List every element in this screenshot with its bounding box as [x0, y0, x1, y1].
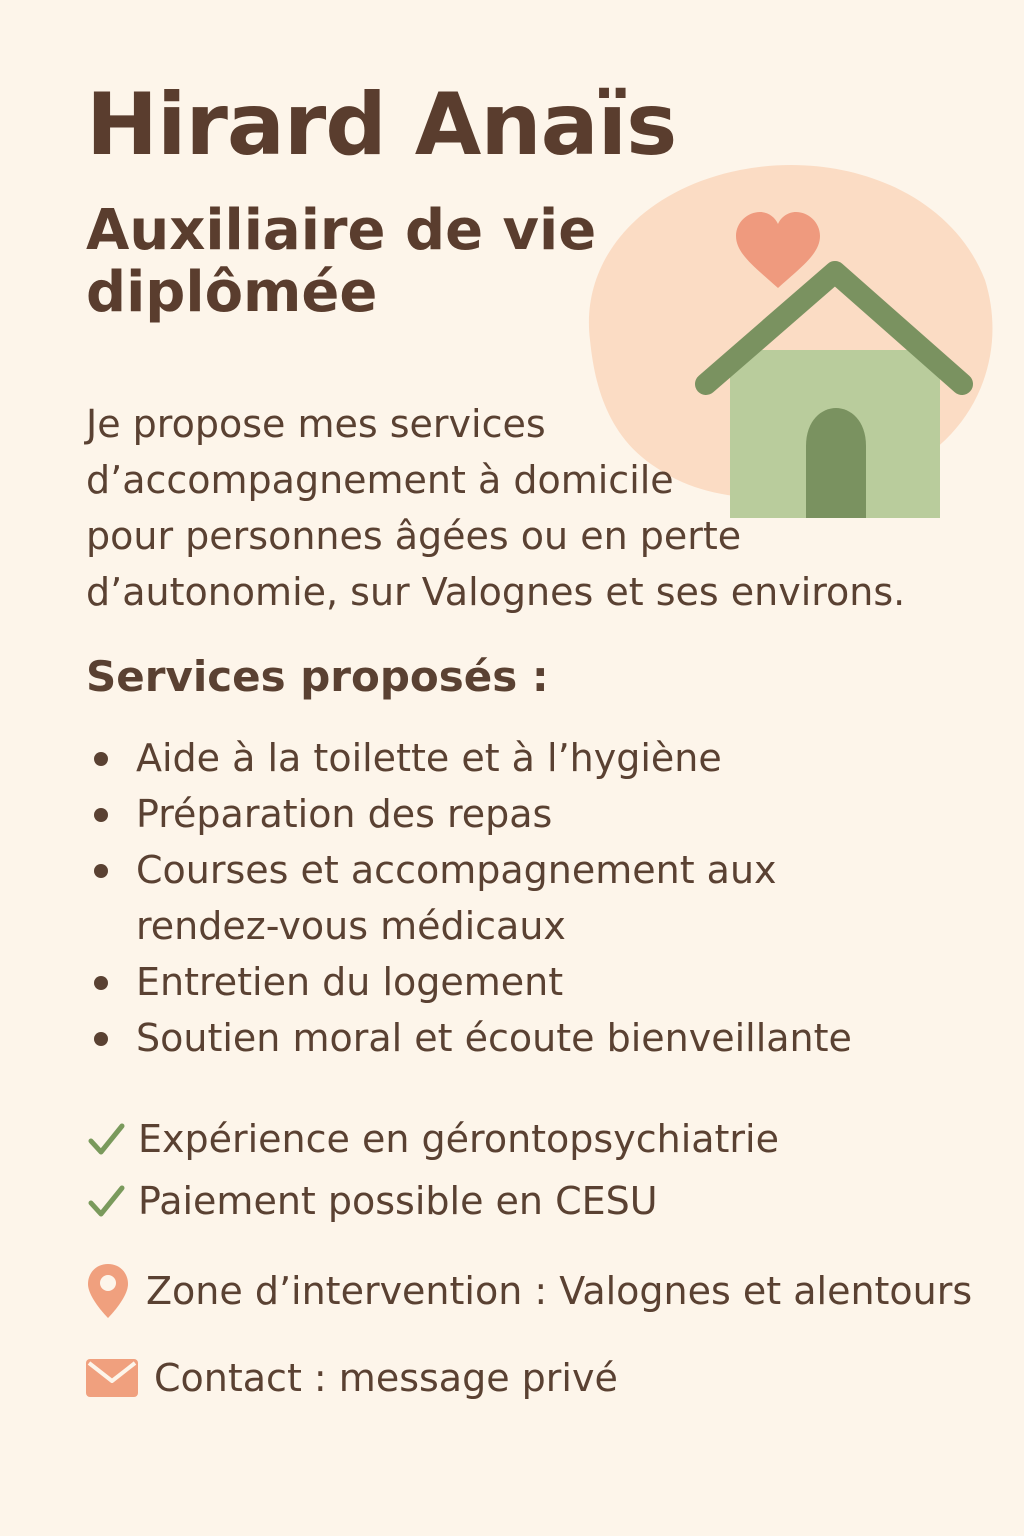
- zone-info: [86, 1262, 972, 1320]
- intro-line-3: pour personnes âgées ou en perte: [86, 514, 742, 558]
- highlight-item: [86, 1170, 986, 1232]
- intro-line-1: Je propose mes services: [86, 402, 546, 446]
- service-text: Préparation des repas: [136, 792, 553, 836]
- service-text: Soutien moral et écoute bienveillante: [136, 1016, 852, 1060]
- service-item: [86, 1010, 966, 1066]
- services-list: [86, 730, 966, 1066]
- service-item: [86, 954, 966, 1010]
- contact-info: [86, 1356, 618, 1400]
- job-title-line-2: diplômée: [86, 260, 378, 325]
- highlight-text: Expérience en gérontopsychiatrie: [138, 1117, 779, 1161]
- check-icon: [86, 1181, 126, 1221]
- highlights: [86, 1108, 986, 1232]
- envelope-icon: [86, 1359, 138, 1397]
- job-title-line-1: Auxiliaire de vie: [86, 198, 597, 263]
- service-item: [86, 842, 966, 954]
- person-name: Hirard Anaïs: [86, 75, 677, 175]
- zone-text: Zone d’intervention : Valognes et alentours: [146, 1269, 973, 1313]
- service-text: Entretien du logement: [136, 960, 564, 1004]
- location-pin-icon: [86, 1262, 130, 1320]
- service-text: Courses et accompagnement aux: [136, 848, 777, 892]
- service-text-continued: rendez-vous médicaux: [136, 904, 566, 948]
- check-icon: [86, 1119, 126, 1159]
- contact-text: Contact : message privé: [154, 1356, 618, 1400]
- intro-line-2: d’accompagnement à domicile: [86, 458, 674, 502]
- service-item: [86, 730, 966, 786]
- intro-line-4: d’autonomie, sur Valognes et ses environs.: [86, 570, 906, 614]
- services-title: Services proposés :: [86, 652, 549, 701]
- job-title: [86, 200, 646, 324]
- highlight-item: [86, 1108, 986, 1170]
- bullet-icon: [94, 752, 108, 766]
- service-text: Aide à la toilette et à l’hygiène: [136, 736, 722, 780]
- highlight-text: Paiement possible en CESU: [138, 1179, 658, 1223]
- intro-text: [86, 396, 996, 620]
- bullet-icon: [94, 808, 108, 822]
- bullet-icon: [94, 864, 108, 878]
- service-item: [86, 786, 966, 842]
- bullet-icon: [94, 1032, 108, 1046]
- bullet-icon: [94, 976, 108, 990]
